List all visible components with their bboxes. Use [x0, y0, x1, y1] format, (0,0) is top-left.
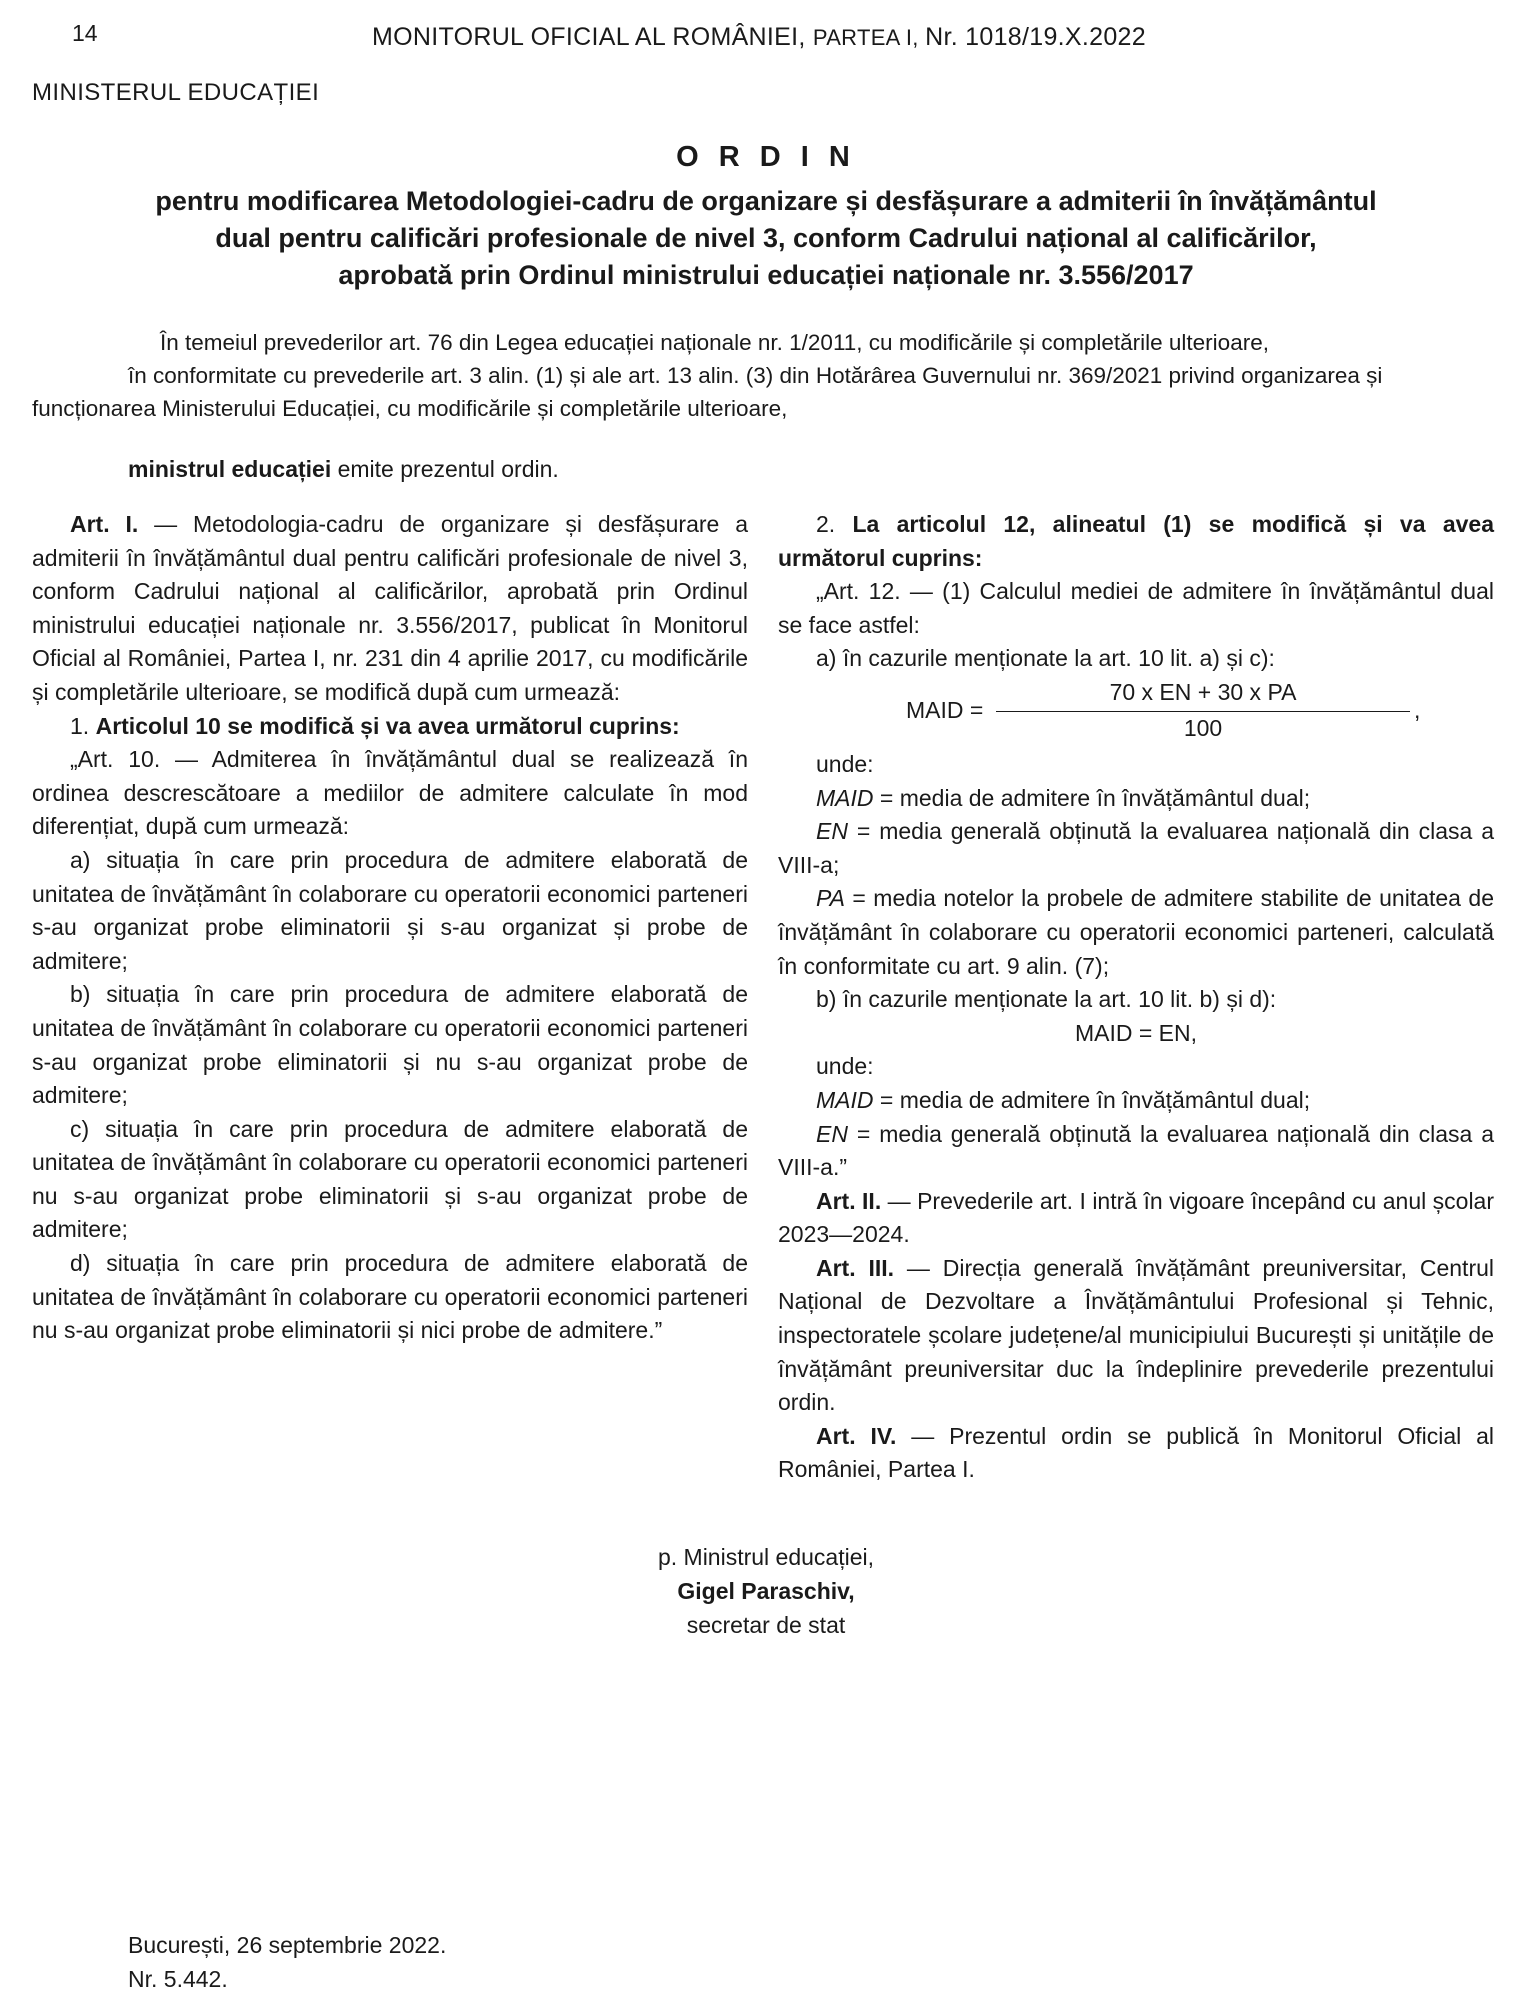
- article-2: [778, 1185, 1494, 1252]
- page-number: 14: [72, 20, 98, 46]
- point-1-heading: Articolul 10 se modifică și va avea următorul cuprins:: [95, 712, 680, 739]
- article-12-text: „Art. 12. — (1) Calculul mediei de admitere în învățământul dual se face astfel:: [778, 578, 1494, 638]
- article-1-label: Art. I.: [70, 511, 139, 537]
- issuer-bold: ministrul educației: [128, 456, 332, 482]
- article-2-label: Art. II.: [816, 1187, 882, 1214]
- formula-lhs: MAID =: [906, 696, 984, 723]
- definition-maid: [778, 1084, 1494, 1118]
- issuer-rest: emite prezentul ordin.: [331, 456, 559, 482]
- article-3: [778, 1252, 1494, 1420]
- title-line: aprobată prin Ordinul ministrului educației naționale nr. 3.556/2017: [338, 260, 1194, 290]
- article-4: [778, 1420, 1494, 1487]
- case-d: d) situația în care prin procedura de admitere elaborată de unitatea de învățământ în colaborare cu operatorii economici parteneri nu s-au organizat probe eliminatorii și nici probe de admitere.”: [32, 1250, 748, 1344]
- signature-block: [0, 1540, 1532, 1642]
- formula-denominator: 100: [1183, 714, 1223, 741]
- term-maid: MAID: [816, 1086, 874, 1113]
- term-en: EN: [816, 818, 848, 845]
- point-2-heading: La articolul 12, alineatul (1) se modifică și va avea următorul cuprins:: [778, 511, 1494, 571]
- term-pa: PA: [816, 885, 845, 912]
- issuing-statement: [128, 452, 559, 486]
- place-date: București, 26 septembrie 2022.: [128, 1932, 447, 1958]
- formula-maid-en: MAID = EN,: [1074, 1019, 1198, 1046]
- where-label: unde:: [816, 1053, 874, 1080]
- case-b: b) situația în care prin procedura de admitere elaborată de unitatea de învățământ în colaborare cu operatorii economici parteneri s-au organizat probe eliminatorii și nu s-au organizat probe de admitere;: [32, 981, 748, 1109]
- formula-numerator: 70 x EN + 30 x PA: [1109, 678, 1297, 705]
- article-10-text: „Art. 10. — Admiterea în învățământul dual se realizează în ordinea descrescătoare a mediilor de admitere calculate în mod diferențiat, după cum urmează:: [32, 746, 748, 840]
- document-title: [40, 183, 1492, 294]
- title-line: pentru modificarea Metodologiei-cadru de organizare și desfășurare a admiterii în învățământul: [155, 186, 1377, 216]
- issuing-ministry: MINISTERUL EDUCAȚIEI: [32, 79, 320, 106]
- preamble-legal-basis: În temeiul prevederilor art. 76 din Legea educației naționale nr. 1/2011, cu modificările și completările ulterioare,: [160, 330, 1269, 355]
- point-2: [778, 508, 1494, 575]
- definition-text: = media generală obținută la evaluarea națională din clasa a VIII-a;: [778, 818, 1494, 878]
- signature-for-minister: p. Ministrul educației,: [657, 1544, 875, 1570]
- running-head: [372, 20, 1146, 55]
- term-maid: MAID: [816, 784, 874, 811]
- definition-text: = media de admitere în învățământul dual;: [873, 784, 1311, 811]
- definition-text: = media de admitere în învățământul dual;: [873, 1086, 1311, 1113]
- running-head-issue: Nr. 1018/19.X.2022: [925, 23, 1146, 51]
- article-3-text: — Direcția generală învățământ preuniversitar, Centrul Național de Dezvoltare a Învățământului Profesional și Tehnic, inspectoratele școlare județene/al municipiului București și unitățile de învățământ preuniversitar duc la îndeplinire prevederile prezentului ordin.: [778, 1254, 1494, 1416]
- left-column: [32, 508, 748, 1348]
- signatory-name: Gigel Paraschiv,: [677, 1578, 855, 1604]
- signatory-role: secretar de stat: [686, 1612, 846, 1638]
- case-a: a) situația în care prin procedura de admitere elaborată de unitatea de învățământ în colaborare cu operatorii economici parteneri s-au organizat probe eliminatorii și s-au organizat și probe de admitere;: [32, 846, 748, 974]
- running-head-main: MONITORUL OFICIAL AL ROMÂNIEI,: [372, 23, 813, 51]
- article-2-text: — Prevederile art. I intră în vigoare începând cu anul școlar 2023—2024.: [778, 1187, 1495, 1248]
- definition-en: [778, 815, 1494, 882]
- definition-maid: [778, 782, 1494, 816]
- article-1-text: — Metodologia-cadru de organizare și desfășurare a admiterii în învățământul dual pentru calificări profesionale de nivel 3, conform Cadrului național al calificărilor, aprobată prin Ordinul ministrului educației naționale nr. 3.556/2017, publicat în Monitorul Oficial al României, Partea I, nr. 231 din 4 aprilie 2017, cu modificările și completările ulterioare, se modifică după cum urmează:: [32, 511, 748, 705]
- formula-comma: ,: [1414, 696, 1421, 723]
- right-column: [778, 508, 1494, 1487]
- formula-maid-weighted: [778, 678, 1494, 744]
- case-a-c: a) în cazurile menționate la art. 10 lit. a) și c):: [816, 645, 1275, 672]
- article-4-text: — Prezentul ordin se publică în Monitorul Oficial al României, Partea I.: [778, 1422, 1494, 1483]
- definition-en: [778, 1118, 1494, 1185]
- running-head-part: PARTEA I,: [812, 25, 926, 50]
- document-type: O R D I N: [676, 141, 856, 173]
- point-1-number: 1.: [70, 712, 96, 739]
- definition-text: = media generală obținută la evaluarea națională din clasa a VIII-a.”: [778, 1120, 1494, 1181]
- preamble-conformity: în conformitate cu prevederile art. 3 alin. (1) și ale art. 13 alin. (3) din Hotărârea Guvernului nr. 369/2021 privind organizarea și funcționarea Ministerului Educației, cu modificările și completările ulterioare,: [32, 363, 1383, 421]
- term-en: EN: [816, 1120, 848, 1147]
- point-2-number: 2.: [816, 511, 853, 537]
- preamble: [32, 326, 1492, 425]
- case-b-d: b) în cazurile menționate la art. 10 lit. b) și d):: [816, 986, 1277, 1013]
- article-3-label: Art. III.: [816, 1254, 895, 1281]
- article-1: [32, 508, 748, 710]
- point-1: [32, 710, 748, 744]
- case-c: c) situația în care prin procedura de admitere elaborată de unitatea de învățământ în colaborare cu operatorii economici parteneri nu s-au organizat probe eliminatorii și s-au organizat probe de admitere;: [32, 1115, 748, 1243]
- where-label: unde:: [816, 750, 874, 777]
- article-4-label: Art. IV.: [816, 1422, 897, 1449]
- definition-text: = media notelor la probele de admitere stabilite de unitatea de învățământ în colaborare cu operatorii economici parteneri, calculată în conformitate cu art. 9 alin. (7);: [778, 885, 1494, 979]
- title-line: dual pentru calificări profesionale de nivel 3, conform Cadrului național al calificărilor,: [215, 223, 1317, 253]
- place-date-block: [128, 1928, 446, 1996]
- definition-pa: [778, 882, 1494, 983]
- order-number: Nr. 5.442.: [128, 1966, 228, 1992]
